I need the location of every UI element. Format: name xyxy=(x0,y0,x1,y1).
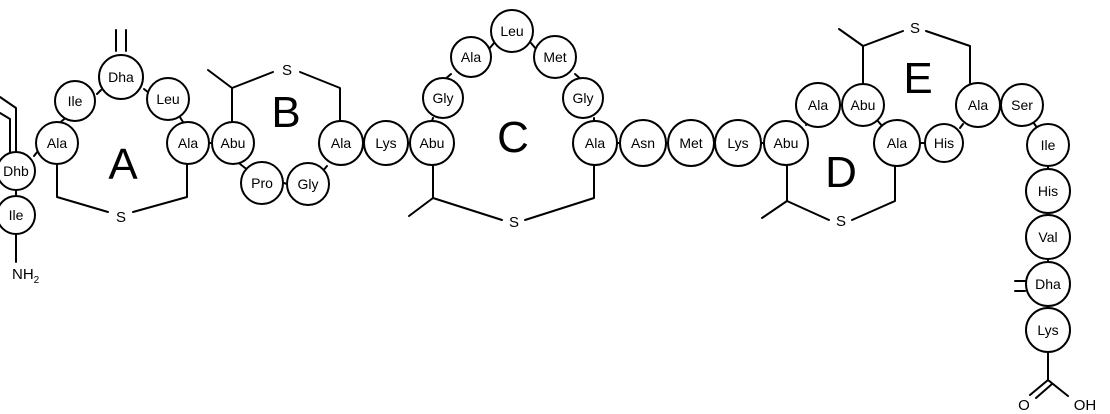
sulfur-atom-ring-d: S xyxy=(835,213,847,230)
residue-12 xyxy=(364,121,408,165)
residue-34 xyxy=(1026,308,1070,352)
residue-4 xyxy=(55,81,95,121)
residue-7 xyxy=(167,122,209,164)
residue-29-label: Ser xyxy=(1011,97,1033,113)
residue-22 xyxy=(715,120,761,166)
residue-26-label: Ala xyxy=(886,135,908,151)
residue-21 xyxy=(668,120,714,166)
residue-8 xyxy=(212,122,254,164)
residue-15 xyxy=(451,37,491,77)
residue-5 xyxy=(99,55,143,99)
residue-18 xyxy=(563,78,603,118)
ring-label-a: A xyxy=(108,140,138,189)
residue-16-label: Leu xyxy=(500,23,524,39)
sulfur-atom-ring-b: S xyxy=(281,62,293,79)
residue-23 xyxy=(764,121,808,165)
sulfur-atom-ring-a: S xyxy=(115,209,127,226)
residue-24 xyxy=(796,83,840,127)
residue-5-label: Dha xyxy=(108,69,134,85)
residue-11 xyxy=(319,121,363,165)
residue-6 xyxy=(147,78,189,120)
residue-16 xyxy=(491,10,533,52)
residue-33-label: Dha xyxy=(1035,276,1061,292)
residue-13-label: Abu xyxy=(419,135,445,151)
residue-6-label: Leu xyxy=(156,91,180,107)
residue-1 xyxy=(0,196,35,234)
residue-20-label: Asn xyxy=(630,135,656,151)
sulfur-atom-ring-c: S xyxy=(508,214,520,231)
ring-label-d: D xyxy=(825,148,857,197)
residue-17 xyxy=(534,36,576,78)
residue-9 xyxy=(241,162,283,204)
residue-29 xyxy=(1001,84,1043,126)
residue-28-label: Ala xyxy=(967,97,989,113)
n-terminus-label xyxy=(12,266,40,286)
residue-32-label: Val xyxy=(1038,229,1058,245)
residue-4-label: Ile xyxy=(67,93,83,109)
ring-label-b: B xyxy=(271,88,301,137)
residue-14-label: Gly xyxy=(432,90,454,106)
residue-34-label: Lys xyxy=(1037,322,1059,338)
residue-10-label: Gly xyxy=(297,176,319,192)
residue-2 xyxy=(0,152,35,190)
residue-8-label: Abu xyxy=(220,135,246,151)
residue-21-label: Met xyxy=(679,135,703,151)
carbonyl-oxygen-label: O xyxy=(1018,397,1030,414)
n-terminus-text: NH xyxy=(12,266,34,283)
residue-13 xyxy=(410,121,454,165)
residue-12-label: Lys xyxy=(375,135,397,151)
residue-3 xyxy=(36,122,78,164)
residue-25-label: Abu xyxy=(850,97,876,113)
residue-30-label: Ile xyxy=(1040,137,1056,153)
residue-31 xyxy=(1026,169,1070,213)
residue-24-label: Ala xyxy=(807,97,829,113)
residue-2-label: Dhb xyxy=(3,163,29,179)
hydroxyl-label: OH xyxy=(1073,397,1097,414)
residue-25 xyxy=(842,84,884,126)
residue-27 xyxy=(925,124,963,162)
residue-15-label: Ala xyxy=(460,49,482,65)
residue-28 xyxy=(956,83,1000,127)
residue-1-label: Ile xyxy=(8,207,24,223)
residue-20 xyxy=(620,120,666,166)
n-terminus-subscript: 2 xyxy=(33,275,40,286)
residue-9-label: Pro xyxy=(251,175,273,191)
residue-7-label: Ala xyxy=(177,135,199,151)
residue-23-label: Abu xyxy=(773,135,799,151)
residue-17-label: Met xyxy=(543,49,567,65)
ring-label-e: E xyxy=(903,54,933,103)
residue-30 xyxy=(1027,124,1069,166)
residue-18-label: Gly xyxy=(572,90,594,106)
residue-14 xyxy=(423,78,463,118)
ring-label-c: C xyxy=(497,113,529,162)
residue-26 xyxy=(874,120,920,166)
residue-19-label: Ala xyxy=(584,135,606,151)
residue-11-label: Ala xyxy=(330,135,352,151)
residue-10 xyxy=(287,163,329,205)
residue-33 xyxy=(1026,262,1070,306)
residue-3-label: Ala xyxy=(46,135,68,151)
residue-31-label: His xyxy=(1037,183,1059,199)
residue-32 xyxy=(1026,215,1070,259)
residue-22-label: Lys xyxy=(727,135,749,151)
residue-19 xyxy=(573,121,617,165)
residue-27-label: His xyxy=(933,135,955,151)
sulfur-atom-ring-e: S xyxy=(909,20,921,37)
